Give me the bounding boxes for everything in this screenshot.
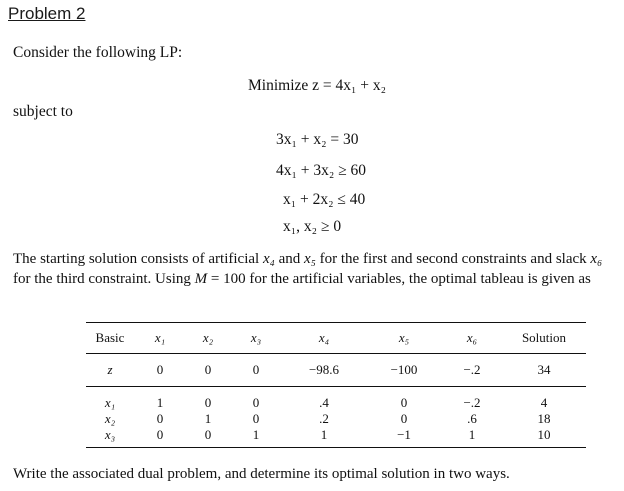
cell: −.2 <box>463 395 481 410</box>
cell: 0 <box>156 411 164 426</box>
cell: x₁ <box>104 395 116 410</box>
tableau-row <box>86 387 586 412</box>
optimal-tableau <box>86 322 586 448</box>
subject-to-label: subject to <box>13 103 73 120</box>
cell: 0 <box>204 395 212 410</box>
tableau-z-row <box>86 354 586 387</box>
dual-question: Write the associated dual problem, and determine its optimal solution in two ways. <box>13 466 510 482</box>
cell: 1 <box>230 427 282 448</box>
tableau-description <box>13 249 619 289</box>
header-x1: x₁ <box>134 323 186 354</box>
desc-text-3: for the first and second constraints and slack <box>315 251 591 267</box>
cell: 0 <box>134 427 186 448</box>
header-x2: x₂ <box>186 323 230 354</box>
constraint-2: 4x₁ + 3x₂ ≥ 60 <box>276 162 367 179</box>
cell: x₂ <box>104 411 116 426</box>
header-x3: x₃ <box>230 323 282 354</box>
cell: .2 <box>319 411 329 426</box>
desc-text-4: for the third constraint. Using <box>13 271 195 287</box>
cell: −98.6 <box>282 354 366 387</box>
cell: 1 <box>204 411 212 426</box>
cell: −.2 <box>442 354 502 387</box>
cell: 0 <box>252 395 260 410</box>
cell: x₃ <box>86 427 134 448</box>
cell: 0 <box>252 411 260 426</box>
var-x5: x₅ <box>304 251 316 267</box>
var-x4: x₄ <box>262 251 275 267</box>
tableau-header-row <box>86 323 586 354</box>
cell: 4 <box>540 395 548 410</box>
desc-text-5: = 100 for the artificial variables, the optimal tableau is given as <box>207 271 591 287</box>
cell: 0 <box>400 411 408 426</box>
desc-text-2: and <box>274 251 305 267</box>
cell: 10 <box>502 427 586 448</box>
header-basic: Basic <box>86 323 134 354</box>
desc-text-1: The starting solution consists of artificial <box>13 251 263 267</box>
cell: 1 <box>156 395 164 410</box>
cell: 0 <box>186 427 230 448</box>
var-x6: x₆ <box>590 251 603 267</box>
cell: z <box>86 354 134 387</box>
objective-function: Minimize z = 4x₁ + x₂ <box>248 77 387 94</box>
cell: 0 <box>230 354 282 387</box>
constraint-3: x₁ + 2x₂ ≤ 40 <box>283 191 366 208</box>
header-x4: x₄ <box>282 323 366 354</box>
cell: −1 <box>366 427 442 448</box>
var-M: M <box>194 271 208 287</box>
header-x5: x₅ <box>366 323 442 354</box>
header-x6: x₆ <box>442 323 502 354</box>
cell: .4 <box>319 395 329 410</box>
cell: 0 <box>400 395 408 410</box>
tableau-row <box>86 411 586 427</box>
cell: 0 <box>186 354 230 387</box>
cell: −100 <box>366 354 442 387</box>
cell: 34 <box>502 354 586 387</box>
intro-text: Consider the following LP: <box>13 44 183 61</box>
problem-title: Problem 2 <box>8 4 86 23</box>
cell: 1 <box>442 427 502 448</box>
header-solution: Solution <box>502 323 586 354</box>
cell: .6 <box>467 411 477 426</box>
cell: 1 <box>282 427 366 448</box>
cell: 18 <box>537 411 551 426</box>
tableau-row <box>86 427 586 448</box>
cell: 0 <box>134 354 186 387</box>
constraint-1: 3x₁ + x₂ = 30 <box>276 131 359 148</box>
nonnegativity-constraint: x₁, x₂ ≥ 0 <box>283 218 342 235</box>
